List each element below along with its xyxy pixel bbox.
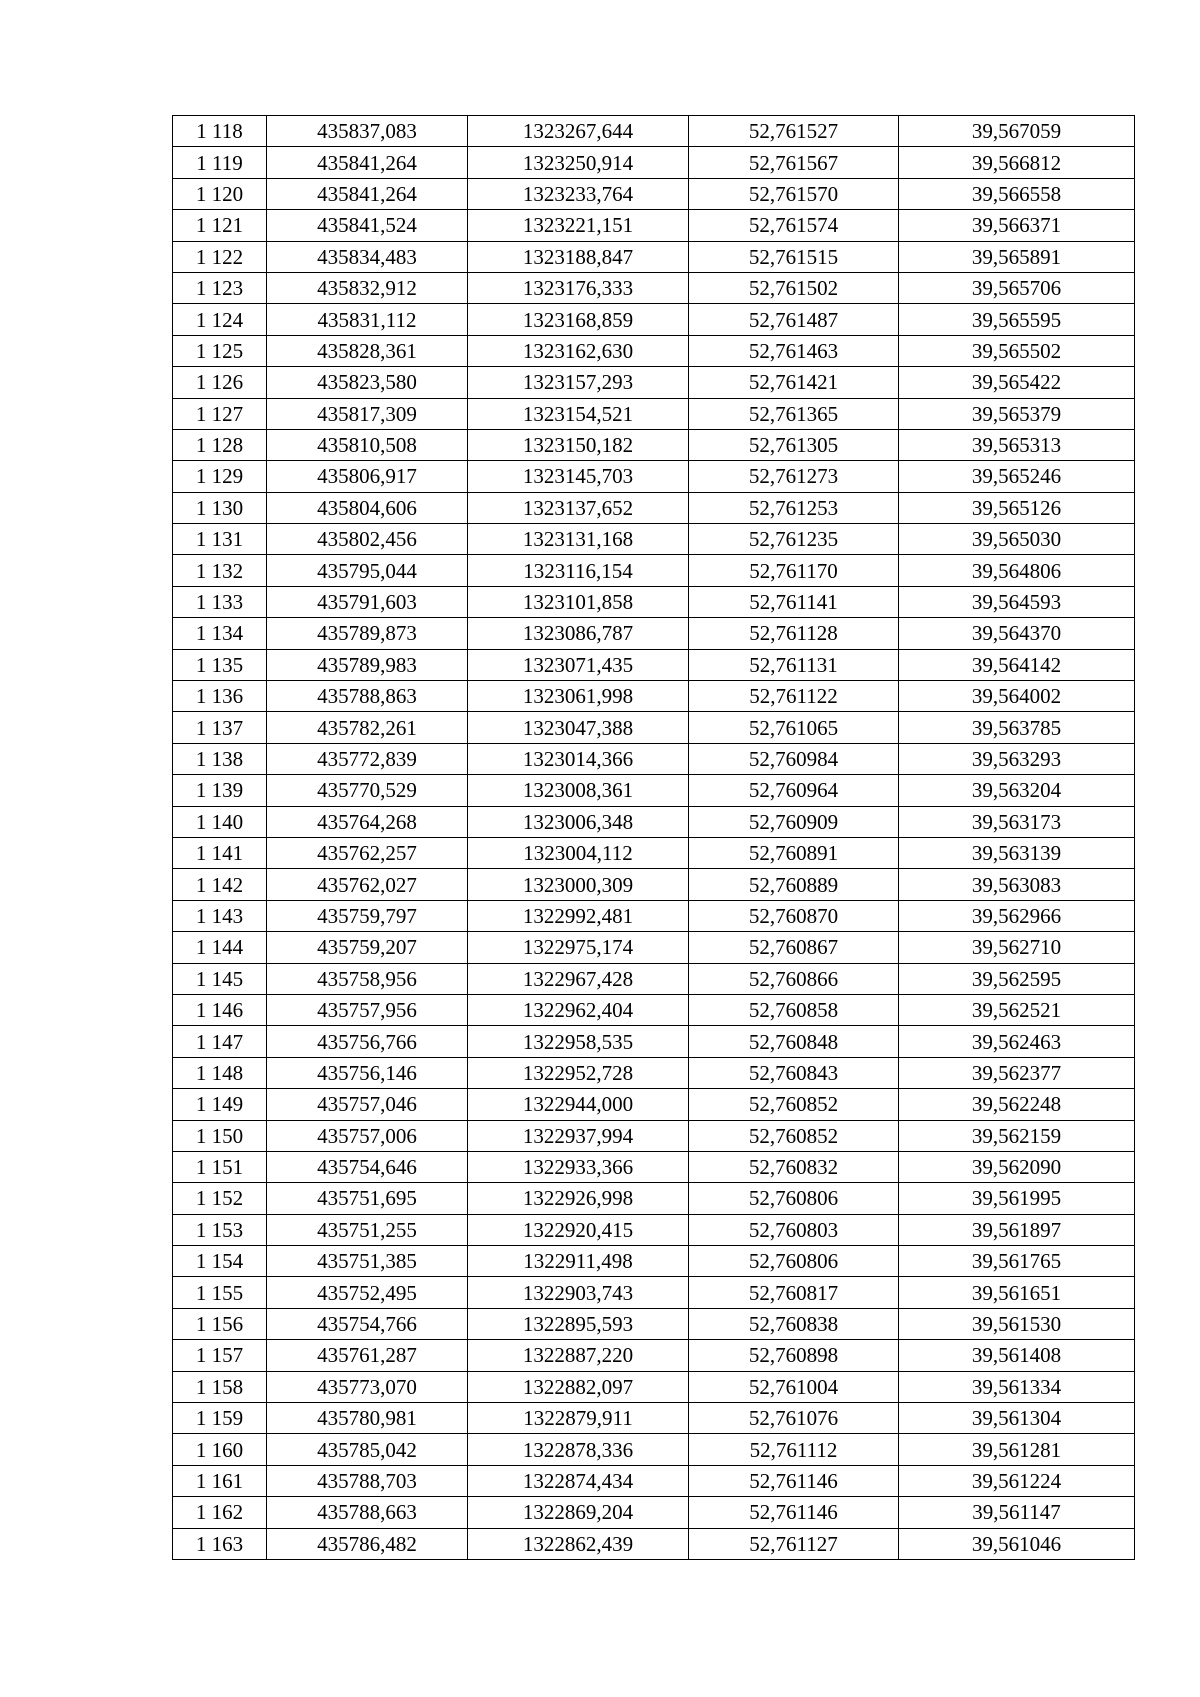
x-coordinate-cell: 435756,766: [267, 1026, 468, 1057]
latitude-cell: 52,760852: [689, 1120, 899, 1151]
y-coordinate-cell: 1322911,498: [468, 1246, 689, 1277]
point-number-cell: 1 162: [173, 1497, 267, 1528]
table-row: [173, 869, 1135, 900]
latitude-cell: 52,760866: [689, 963, 899, 994]
latitude-cell: 52,760964: [689, 775, 899, 806]
x-coordinate-cell: 435841,524: [267, 210, 468, 241]
table-row: [173, 963, 1135, 994]
y-coordinate-cell: 1323086,787: [468, 618, 689, 649]
point-number-cell: 1 159: [173, 1403, 267, 1434]
latitude-cell: 52,760806: [689, 1246, 899, 1277]
longitude-cell: 39,565030: [899, 524, 1135, 555]
table-row: [173, 775, 1135, 806]
y-coordinate-cell: 1323137,652: [468, 492, 689, 523]
latitude-cell: 52,761515: [689, 241, 899, 272]
point-number-cell: 1 136: [173, 681, 267, 712]
x-coordinate-cell: 435754,766: [267, 1308, 468, 1339]
point-number-cell: 1 158: [173, 1371, 267, 1402]
table-row: [173, 367, 1135, 398]
x-coordinate-cell: 435770,529: [267, 775, 468, 806]
table-row: [173, 398, 1135, 429]
latitude-cell: 52,761502: [689, 272, 899, 303]
longitude-cell: 39,564806: [899, 555, 1135, 586]
table-row: [173, 210, 1135, 241]
x-coordinate-cell: 435757,956: [267, 994, 468, 1025]
longitude-cell: 39,561147: [899, 1497, 1135, 1528]
table-row: [173, 304, 1135, 335]
longitude-cell: 39,562710: [899, 932, 1135, 963]
point-number-cell: 1 119: [173, 147, 267, 178]
table-row: [173, 932, 1135, 963]
y-coordinate-cell: 1322882,097: [468, 1371, 689, 1402]
longitude-cell: 39,563293: [899, 743, 1135, 774]
longitude-cell: 39,561995: [899, 1183, 1135, 1214]
point-number-cell: 1 137: [173, 712, 267, 743]
longitude-cell: 39,562377: [899, 1057, 1135, 1088]
x-coordinate-cell: 435757,046: [267, 1089, 468, 1120]
x-coordinate-cell: 435806,917: [267, 461, 468, 492]
table-row: [173, 241, 1135, 272]
point-number-cell: 1 123: [173, 272, 267, 303]
x-coordinate-cell: 435785,042: [267, 1434, 468, 1465]
latitude-cell: 52,760867: [689, 932, 899, 963]
longitude-cell: 39,564142: [899, 649, 1135, 680]
latitude-cell: 52,761567: [689, 147, 899, 178]
point-number-cell: 1 127: [173, 398, 267, 429]
point-number-cell: 1 134: [173, 618, 267, 649]
x-coordinate-cell: 435751,255: [267, 1214, 468, 1245]
y-coordinate-cell: 1323061,998: [468, 681, 689, 712]
table-row: [173, 1214, 1135, 1245]
table-row: [173, 1308, 1135, 1339]
longitude-cell: 39,563083: [899, 869, 1135, 900]
table-row: [173, 837, 1135, 868]
table-row: [173, 116, 1135, 147]
table-row: [173, 1403, 1135, 1434]
y-coordinate-cell: 1322903,743: [468, 1277, 689, 1308]
table-row: [173, 492, 1135, 523]
y-coordinate-cell: 1323101,858: [468, 586, 689, 617]
table-row: [173, 524, 1135, 555]
x-coordinate-cell: 435782,261: [267, 712, 468, 743]
y-coordinate-cell: 1322895,593: [468, 1308, 689, 1339]
latitude-cell: 52,761127: [689, 1528, 899, 1559]
point-number-cell: 1 151: [173, 1151, 267, 1182]
y-coordinate-cell: 1323250,914: [468, 147, 689, 178]
x-coordinate-cell: 435841,264: [267, 178, 468, 209]
longitude-cell: 39,561304: [899, 1403, 1135, 1434]
longitude-cell: 39,561530: [899, 1308, 1135, 1339]
point-number-cell: 1 128: [173, 429, 267, 460]
point-number-cell: 1 125: [173, 335, 267, 366]
latitude-cell: 52,760832: [689, 1151, 899, 1182]
y-coordinate-cell: 1323168,859: [468, 304, 689, 335]
x-coordinate-cell: 435831,112: [267, 304, 468, 335]
y-coordinate-cell: 1322874,434: [468, 1465, 689, 1496]
longitude-cell: 39,561334: [899, 1371, 1135, 1402]
latitude-cell: 52,760898: [689, 1340, 899, 1371]
x-coordinate-cell: 435841,264: [267, 147, 468, 178]
y-coordinate-cell: 1322952,728: [468, 1057, 689, 1088]
x-coordinate-cell: 435804,606: [267, 492, 468, 523]
latitude-cell: 52,761273: [689, 461, 899, 492]
latitude-cell: 52,761421: [689, 367, 899, 398]
y-coordinate-cell: 1323145,703: [468, 461, 689, 492]
longitude-cell: 39,561765: [899, 1246, 1135, 1277]
table-row: [173, 1089, 1135, 1120]
table-row: [173, 586, 1135, 617]
point-number-cell: 1 118: [173, 116, 267, 147]
table-row: [173, 1151, 1135, 1182]
point-number-cell: 1 152: [173, 1183, 267, 1214]
table-row: [173, 272, 1135, 303]
y-coordinate-cell: 1323008,361: [468, 775, 689, 806]
x-coordinate-cell: 435817,309: [267, 398, 468, 429]
longitude-cell: 39,565891: [899, 241, 1135, 272]
point-number-cell: 1 161: [173, 1465, 267, 1496]
y-coordinate-cell: 1322887,220: [468, 1340, 689, 1371]
point-number-cell: 1 121: [173, 210, 267, 241]
table-row: [173, 1497, 1135, 1528]
table-row: [173, 1120, 1135, 1151]
x-coordinate-cell: 435789,873: [267, 618, 468, 649]
longitude-cell: 39,565126: [899, 492, 1135, 523]
y-coordinate-cell: 1323131,168: [468, 524, 689, 555]
point-number-cell: 1 133: [173, 586, 267, 617]
x-coordinate-cell: 435786,482: [267, 1528, 468, 1559]
y-coordinate-cell: 1322944,000: [468, 1089, 689, 1120]
latitude-cell: 52,760817: [689, 1277, 899, 1308]
table-row: [173, 461, 1135, 492]
x-coordinate-cell: 435751,385: [267, 1246, 468, 1277]
x-coordinate-cell: 435802,456: [267, 524, 468, 555]
point-number-cell: 1 129: [173, 461, 267, 492]
longitude-cell: 39,562248: [899, 1089, 1135, 1120]
point-number-cell: 1 148: [173, 1057, 267, 1088]
latitude-cell: 52,761487: [689, 304, 899, 335]
longitude-cell: 39,561281: [899, 1434, 1135, 1465]
longitude-cell: 39,562159: [899, 1120, 1135, 1151]
longitude-cell: 39,564593: [899, 586, 1135, 617]
x-coordinate-cell: 435762,257: [267, 837, 468, 868]
y-coordinate-cell: 1322992,481: [468, 900, 689, 931]
x-coordinate-cell: 435788,863: [267, 681, 468, 712]
x-coordinate-cell: 435789,983: [267, 649, 468, 680]
point-number-cell: 1 135: [173, 649, 267, 680]
latitude-cell: 52,761574: [689, 210, 899, 241]
table-row: [173, 806, 1135, 837]
longitude-cell: 39,566371: [899, 210, 1135, 241]
y-coordinate-cell: 1323176,333: [468, 272, 689, 303]
y-coordinate-cell: 1323000,309: [468, 869, 689, 900]
table-row: [173, 1434, 1135, 1465]
x-coordinate-cell: 435773,070: [267, 1371, 468, 1402]
latitude-cell: 52,760858: [689, 994, 899, 1025]
y-coordinate-cell: 1323004,112: [468, 837, 689, 868]
latitude-cell: 52,761112: [689, 1434, 899, 1465]
longitude-cell: 39,567059: [899, 116, 1135, 147]
longitude-cell: 39,563173: [899, 806, 1135, 837]
table-row: [173, 429, 1135, 460]
latitude-cell: 52,761146: [689, 1465, 899, 1496]
x-coordinate-cell: 435762,027: [267, 869, 468, 900]
longitude-cell: 39,566812: [899, 147, 1135, 178]
x-coordinate-cell: 435788,703: [267, 1465, 468, 1496]
latitude-cell: 52,761170: [689, 555, 899, 586]
latitude-cell: 52,761128: [689, 618, 899, 649]
point-number-cell: 1 139: [173, 775, 267, 806]
table-row: [173, 900, 1135, 931]
y-coordinate-cell: 1322975,174: [468, 932, 689, 963]
longitude-cell: 39,565595: [899, 304, 1135, 335]
table-row: [173, 681, 1135, 712]
y-coordinate-cell: 1323267,644: [468, 116, 689, 147]
latitude-cell: 52,760870: [689, 900, 899, 931]
longitude-cell: 39,563785: [899, 712, 1135, 743]
y-coordinate-cell: 1323162,630: [468, 335, 689, 366]
point-number-cell: 1 157: [173, 1340, 267, 1371]
x-coordinate-cell: 435761,287: [267, 1340, 468, 1371]
longitude-cell: 39,561224: [899, 1465, 1135, 1496]
table-row: [173, 1246, 1135, 1277]
point-number-cell: 1 138: [173, 743, 267, 774]
longitude-cell: 39,565706: [899, 272, 1135, 303]
table-row: [173, 335, 1135, 366]
point-number-cell: 1 131: [173, 524, 267, 555]
table-row: [173, 1528, 1135, 1559]
longitude-cell: 39,562463: [899, 1026, 1135, 1057]
longitude-cell: 39,565502: [899, 335, 1135, 366]
longitude-cell: 39,561651: [899, 1277, 1135, 1308]
x-coordinate-cell: 435764,268: [267, 806, 468, 837]
latitude-cell: 52,760889: [689, 869, 899, 900]
latitude-cell: 52,760852: [689, 1089, 899, 1120]
table-row: [173, 147, 1135, 178]
latitude-cell: 52,760984: [689, 743, 899, 774]
point-number-cell: 1 144: [173, 932, 267, 963]
longitude-cell: 39,562090: [899, 1151, 1135, 1182]
point-number-cell: 1 143: [173, 900, 267, 931]
longitude-cell: 39,561046: [899, 1528, 1135, 1559]
y-coordinate-cell: 1322920,415: [468, 1214, 689, 1245]
x-coordinate-cell: 435837,083: [267, 116, 468, 147]
longitude-cell: 39,563204: [899, 775, 1135, 806]
table-row: [173, 743, 1135, 774]
table-row: [173, 649, 1135, 680]
table-row: [173, 1183, 1135, 1214]
table-row: [173, 555, 1135, 586]
table-row: [173, 1371, 1135, 1402]
longitude-cell: 39,562966: [899, 900, 1135, 931]
y-coordinate-cell: 1323047,388: [468, 712, 689, 743]
longitude-cell: 39,565313: [899, 429, 1135, 460]
latitude-cell: 52,760838: [689, 1308, 899, 1339]
y-coordinate-cell: 1322958,535: [468, 1026, 689, 1057]
x-coordinate-cell: 435772,839: [267, 743, 468, 774]
table-row: [173, 1057, 1135, 1088]
longitude-cell: 39,562595: [899, 963, 1135, 994]
point-number-cell: 1 155: [173, 1277, 267, 1308]
x-coordinate-cell: 435756,146: [267, 1057, 468, 1088]
y-coordinate-cell: 1322967,428: [468, 963, 689, 994]
longitude-cell: 39,561897: [899, 1214, 1135, 1245]
x-coordinate-cell: 435780,981: [267, 1403, 468, 1434]
y-coordinate-cell: 1323157,293: [468, 367, 689, 398]
latitude-cell: 52,761131: [689, 649, 899, 680]
longitude-cell: 39,564002: [899, 681, 1135, 712]
latitude-cell: 52,761065: [689, 712, 899, 743]
x-coordinate-cell: 435834,483: [267, 241, 468, 272]
latitude-cell: 52,761141: [689, 586, 899, 617]
y-coordinate-cell: 1322962,404: [468, 994, 689, 1025]
latitude-cell: 52,761004: [689, 1371, 899, 1402]
latitude-cell: 52,761122: [689, 681, 899, 712]
y-coordinate-cell: 1322862,439: [468, 1528, 689, 1559]
longitude-cell: 39,566558: [899, 178, 1135, 209]
latitude-cell: 52,761463: [689, 335, 899, 366]
latitude-cell: 52,760848: [689, 1026, 899, 1057]
y-coordinate-cell: 1323071,435: [468, 649, 689, 680]
coordinates-table-body: [173, 116, 1135, 1560]
longitude-cell: 39,565246: [899, 461, 1135, 492]
point-number-cell: 1 145: [173, 963, 267, 994]
latitude-cell: 52,760843: [689, 1057, 899, 1088]
x-coordinate-cell: 435788,663: [267, 1497, 468, 1528]
point-number-cell: 1 142: [173, 869, 267, 900]
point-number-cell: 1 120: [173, 178, 267, 209]
point-number-cell: 1 146: [173, 994, 267, 1025]
latitude-cell: 52,761305: [689, 429, 899, 460]
point-number-cell: 1 147: [173, 1026, 267, 1057]
latitude-cell: 52,761527: [689, 116, 899, 147]
y-coordinate-cell: 1322869,204: [468, 1497, 689, 1528]
y-coordinate-cell: 1323221,151: [468, 210, 689, 241]
table-row: [173, 178, 1135, 209]
y-coordinate-cell: 1322937,994: [468, 1120, 689, 1151]
latitude-cell: 52,761146: [689, 1497, 899, 1528]
latitude-cell: 52,761253: [689, 492, 899, 523]
x-coordinate-cell: 435810,508: [267, 429, 468, 460]
latitude-cell: 52,760806: [689, 1183, 899, 1214]
latitude-cell: 52,761076: [689, 1403, 899, 1434]
point-number-cell: 1 140: [173, 806, 267, 837]
y-coordinate-cell: 1323150,182: [468, 429, 689, 460]
x-coordinate-cell: 435791,603: [267, 586, 468, 617]
y-coordinate-cell: 1323188,847: [468, 241, 689, 272]
table-row: [173, 1465, 1135, 1496]
latitude-cell: 52,761365: [689, 398, 899, 429]
x-coordinate-cell: 435759,207: [267, 932, 468, 963]
x-coordinate-cell: 435757,006: [267, 1120, 468, 1151]
point-number-cell: 1 130: [173, 492, 267, 523]
latitude-cell: 52,760891: [689, 837, 899, 868]
point-number-cell: 1 163: [173, 1528, 267, 1559]
y-coordinate-cell: 1323233,764: [468, 178, 689, 209]
latitude-cell: 52,760909: [689, 806, 899, 837]
x-coordinate-cell: 435828,361: [267, 335, 468, 366]
x-coordinate-cell: 435795,044: [267, 555, 468, 586]
x-coordinate-cell: 435752,495: [267, 1277, 468, 1308]
x-coordinate-cell: 435754,646: [267, 1151, 468, 1182]
y-coordinate-cell: 1322878,336: [468, 1434, 689, 1465]
point-number-cell: 1 154: [173, 1246, 267, 1277]
table-row: [173, 994, 1135, 1025]
table-row: [173, 1277, 1135, 1308]
point-number-cell: 1 150: [173, 1120, 267, 1151]
point-number-cell: 1 160: [173, 1434, 267, 1465]
point-number-cell: 1 132: [173, 555, 267, 586]
point-number-cell: 1 126: [173, 367, 267, 398]
table-row: [173, 1340, 1135, 1371]
longitude-cell: 39,565422: [899, 367, 1135, 398]
x-coordinate-cell: 435751,695: [267, 1183, 468, 1214]
point-number-cell: 1 149: [173, 1089, 267, 1120]
y-coordinate-cell: 1323014,366: [468, 743, 689, 774]
x-coordinate-cell: 435832,912: [267, 272, 468, 303]
y-coordinate-cell: 1323154,521: [468, 398, 689, 429]
y-coordinate-cell: 1323116,154: [468, 555, 689, 586]
point-number-cell: 1 141: [173, 837, 267, 868]
table-row: [173, 1026, 1135, 1057]
point-number-cell: 1 122: [173, 241, 267, 272]
longitude-cell: 39,561408: [899, 1340, 1135, 1371]
point-number-cell: 1 124: [173, 304, 267, 335]
latitude-cell: 52,761235: [689, 524, 899, 555]
longitude-cell: 39,565379: [899, 398, 1135, 429]
x-coordinate-cell: 435759,797: [267, 900, 468, 931]
latitude-cell: 52,761570: [689, 178, 899, 209]
coordinates-table: [172, 115, 1135, 1560]
y-coordinate-cell: 1323006,348: [468, 806, 689, 837]
y-coordinate-cell: 1322933,366: [468, 1151, 689, 1182]
x-coordinate-cell: 435823,580: [267, 367, 468, 398]
point-number-cell: 1 156: [173, 1308, 267, 1339]
x-coordinate-cell: 435758,956: [267, 963, 468, 994]
latitude-cell: 52,760803: [689, 1214, 899, 1245]
longitude-cell: 39,562521: [899, 994, 1135, 1025]
longitude-cell: 39,564370: [899, 618, 1135, 649]
longitude-cell: 39,563139: [899, 837, 1135, 868]
point-number-cell: 1 153: [173, 1214, 267, 1245]
table-row: [173, 618, 1135, 649]
table-row: [173, 712, 1135, 743]
y-coordinate-cell: 1322926,998: [468, 1183, 689, 1214]
y-coordinate-cell: 1322879,911: [468, 1403, 689, 1434]
